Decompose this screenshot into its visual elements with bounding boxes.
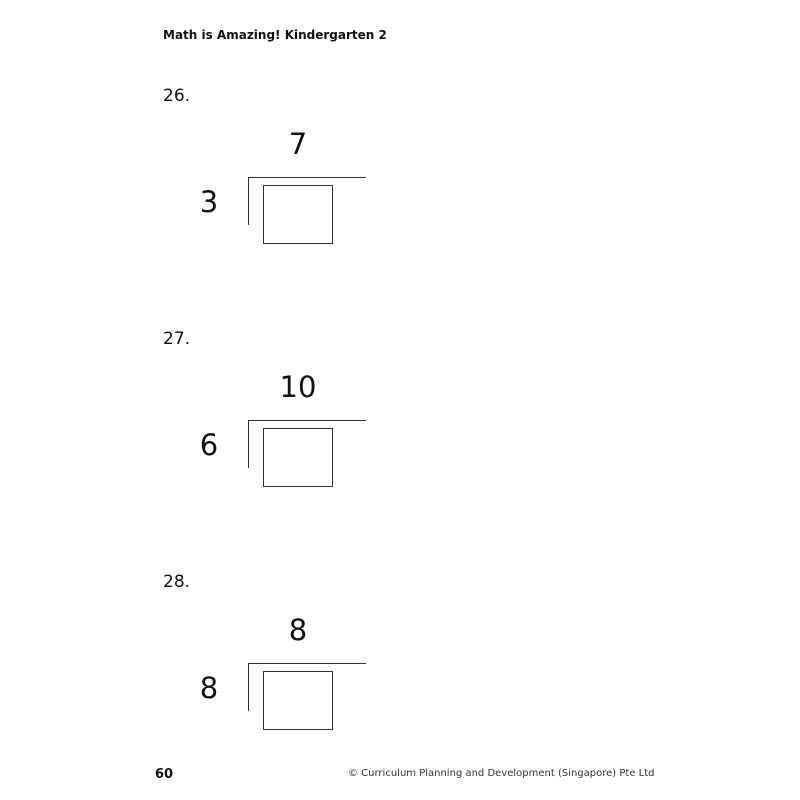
question-number: 28. (163, 572, 191, 592)
total-number: 10 (279, 370, 317, 404)
page-header-title: Math is Amazing! Kindergarten 2 (163, 28, 387, 42)
question-28 (0, 572, 800, 772)
answer-box[interactable] (263, 185, 333, 244)
question-number: 26. (163, 86, 191, 106)
answer-box[interactable] (263, 671, 333, 730)
known-part-number: 3 (199, 185, 219, 219)
page-number: 60 (155, 767, 174, 782)
total-number: 8 (288, 613, 308, 647)
question-number: 27. (163, 329, 191, 349)
known-part-number: 8 (199, 671, 219, 705)
answer-box[interactable] (263, 428, 333, 487)
copyright-notice: © Curriculum Planning and Development (Singapore) Pte Ltd (348, 768, 655, 779)
question-27 (0, 329, 800, 529)
question-26 (0, 86, 800, 286)
known-part-number: 6 (199, 428, 219, 462)
total-number: 7 (288, 127, 308, 161)
